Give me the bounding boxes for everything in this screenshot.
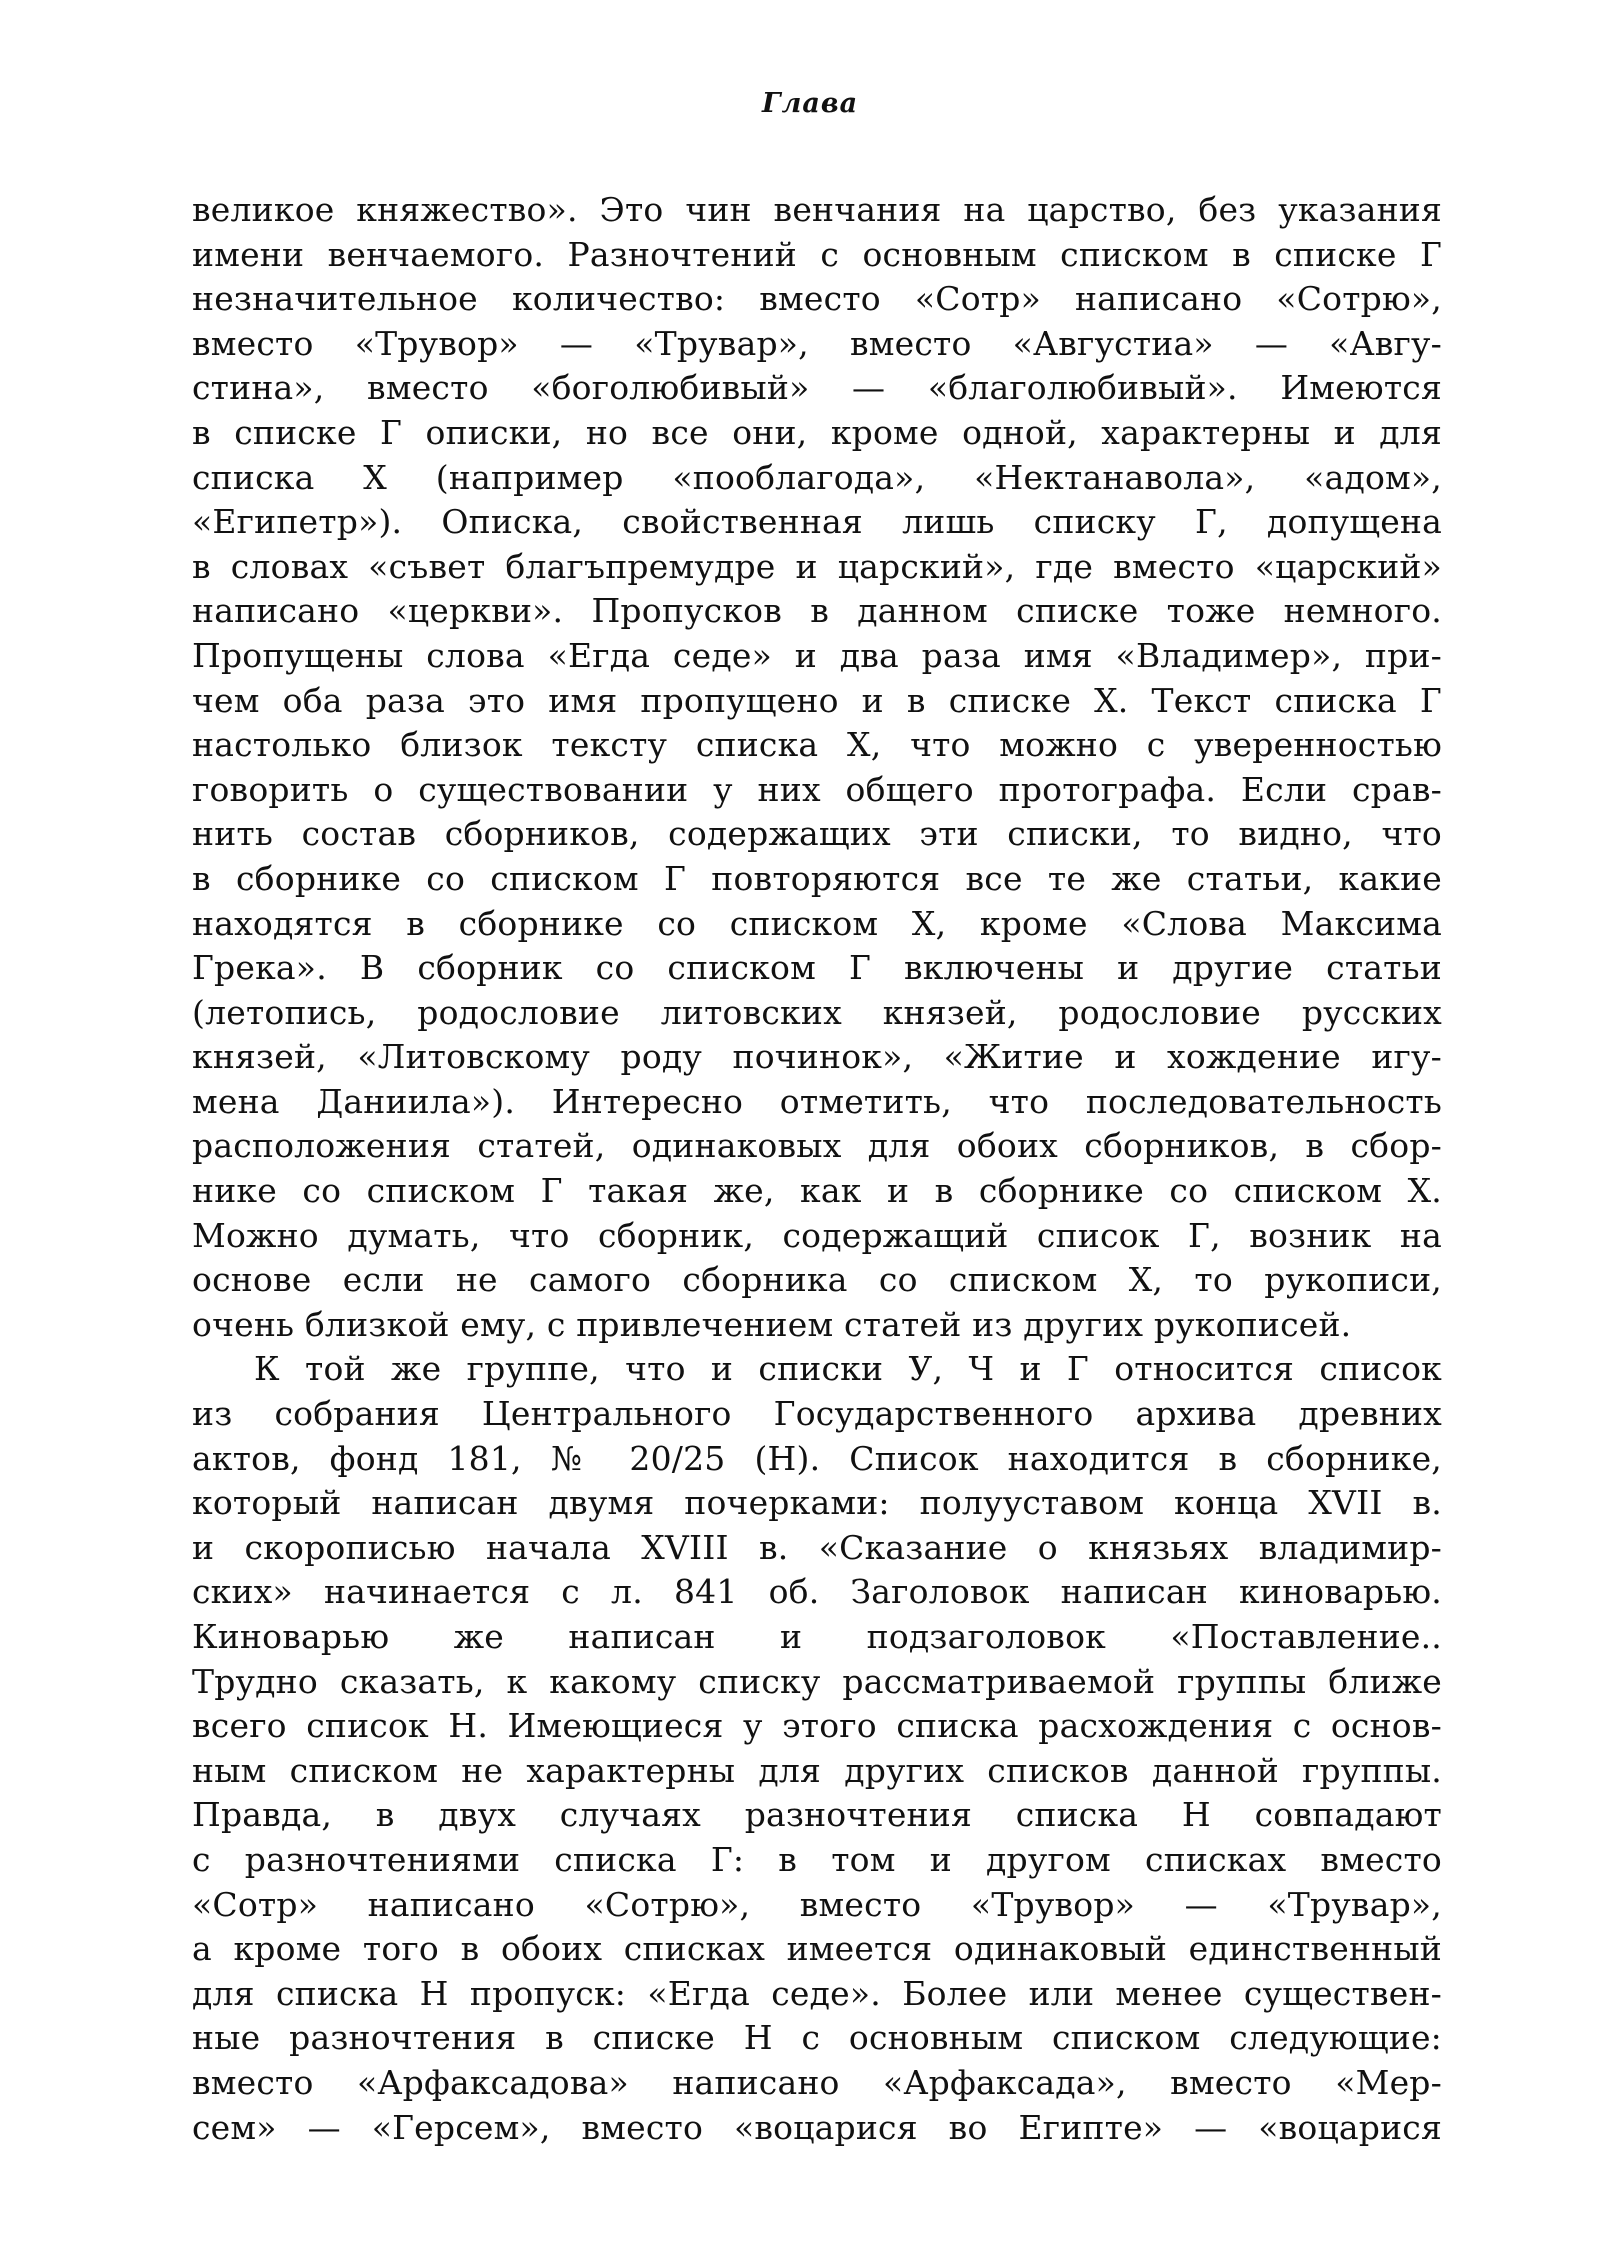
text-line: списка X (например «пооблагода», «Нектанавола», «адом», [192,457,1442,497]
text-line: вместо «Арфаксадова» написано «Арфаксада», вместо «Мер- [192,2062,1442,2102]
text-line: и скорописью начала XVIII в. «Сказание о князьях владимир- [192,1527,1442,1567]
text-line: всего список Н. Имеющиеся у этого списка расхождения с основ- [192,1706,1442,1746]
text-line: актов, фонд 181, № 20/25 (Н). Список находится в сборнике, [192,1438,1442,1478]
text-line: князей, «Литовскому роду починок», «Житие и хождение игу- [192,1037,1442,1077]
text-line: находятся в сборнике со списком X, кроме «Слова Максима [192,903,1442,943]
text-line: нике со списком Г такая же, как и в сборнике со списком X. [192,1171,1442,1211]
text-line: незначительное количество: вместо «Сотр» написано «Сотрю», [192,279,1442,319]
text-line: который написан двумя почерками: полууставом конца XVII в. [192,1483,1442,1523]
text-line: великое княжество». Это чин венчания на царство, без указания [192,190,1442,229]
text-line: чем оба раза это имя пропущено и в списке X. Текст списка Г [192,680,1442,720]
text-line: К той же группе, что и списки У, Ч и Г относится список [254,1349,1442,1389]
text-line: расположения статей, одинаковых для обоих сборников, в сбор- [192,1126,1442,1166]
text-line: имени венчаемого. Разночтений с основным списком в списке Г [192,234,1442,274]
text-line: сем» — «Герсем», вместо «воцарися во Египте» — «воцарися [192,2107,1442,2147]
text-line: основе если не самого сборника со списком X, то рукописи, [192,1260,1442,1300]
text-line: а кроме того в обоих списках имеется одинаковый единственный [192,1929,1442,1969]
text-line: Грека». В сборник со списком Г включены и другие статьи [192,948,1442,988]
text-line: для списка Н пропуск: «Егда седе». Более или менее существен- [192,1973,1442,2013]
text-line: мена Даниила»). Интересно отметить, что последовательность [192,1081,1442,1121]
text-line: с разночтениями списка Г: в том и другом списках вместо [192,1839,1442,1879]
text-line: нить состав сборников, содержащих эти списки, то видно, что [192,814,1442,854]
text-line: Трудно сказать, к какому списку рассматриваемой группы ближе [192,1661,1442,1701]
text-line: Киноварью же написан и подзаголовок «Поставление.. [192,1617,1442,1656]
text-line: в словах «съвет благъпремудре и царский», где вместо «царский» [192,546,1442,586]
running-head: Глава [761,88,859,119]
text-line: ным списком не характерны для других списков данной группы. [192,1750,1442,1790]
text-line: говорить о существовании у них общего протографа. Если срав- [192,769,1442,809]
text-line: «Египетр»). Описка, свойственная лишь списку Г, допущена [192,502,1442,542]
text-line: в списке Г описки, но все они, кроме одной, характерны и для [192,412,1442,452]
text-line: в сборнике со списком Г повторяются все те же статьи, какие [192,858,1442,898]
text-line: (летопись, родословие литовских князей, родословие русских [192,992,1442,1032]
text-line: ских» начинается с л. 841 об. Заголовок написан киноварью. [192,1572,1442,1612]
text-line: настолько близок тексту списка X, что можно с уверенностью [192,725,1442,765]
text-line: Пропущены слова «Егда седе» и два раза имя «Владимер», при- [192,635,1442,675]
text-line: Правда, в двух случаях разночтения списка Н совпадают [192,1795,1442,1835]
text-line: очень близкой ему, с привлечением статей из других рукописей. [192,1304,1352,1344]
body-text [192,188,1442,2150]
text-line: стина», вместо «боголюбивый» — «благолюбивый». Имеются [192,368,1442,408]
text-line: Можно думать, что сборник, содержащий список Г, возник на [192,1215,1442,1255]
text-line: «Сотр» написано «Сотрю», вместо «Трувор» — «Трувар», [192,1884,1442,1924]
text-line: вместо «Трувор» — «Трувар», вместо «Августиа» — «Авгу- [192,323,1442,363]
text-line: написано «церкви». Пропусков в данном списке тоже немного. [192,591,1442,631]
text-line: ные разночтения в списке Н с основным списком следующие: [192,2018,1442,2058]
text-line: из собрания Центрального Государственного архива древних [192,1394,1442,1434]
